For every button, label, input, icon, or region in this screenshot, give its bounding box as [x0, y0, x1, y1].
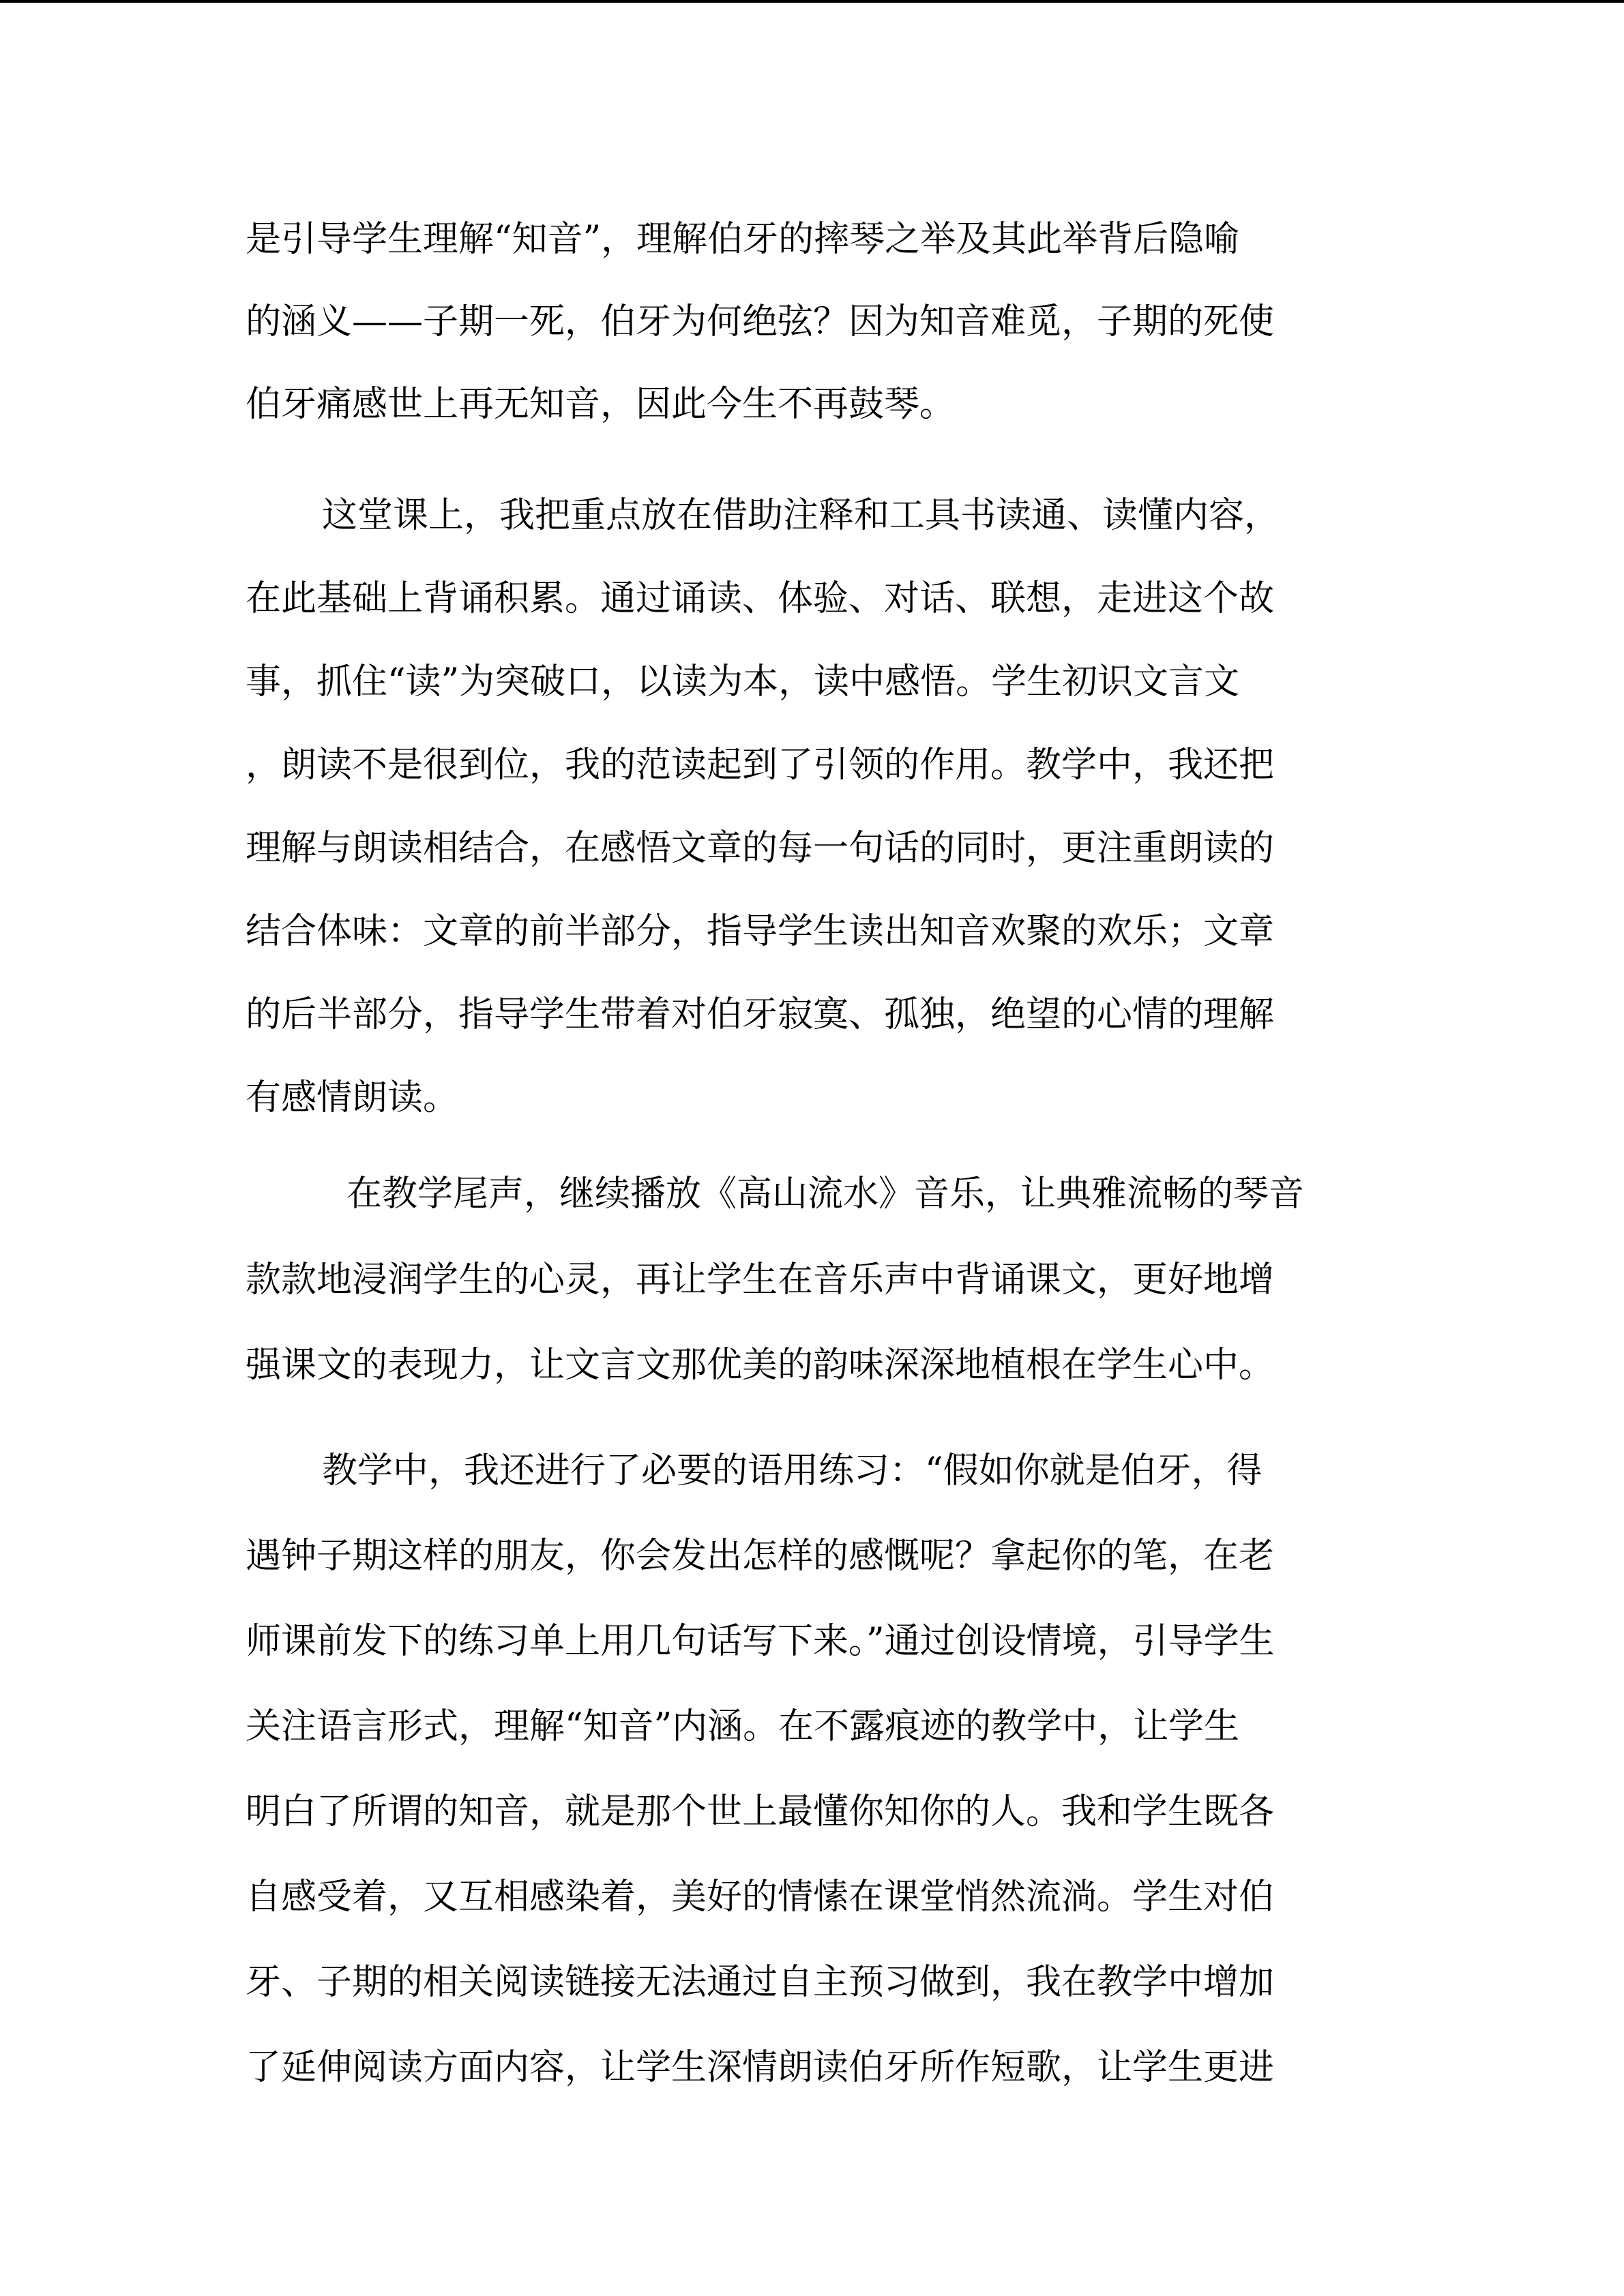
text-line: 有感情朗读。	[246, 1077, 459, 1118]
text-line: 事，抓住“读”为突破口，以读为本，读中感悟。学生初识文言文	[246, 661, 1240, 702]
text-line: 明白了所谓的知音，就是那个世上最懂你知你的人。我和学生既各	[246, 1791, 1275, 1832]
text-line: 自感受着，又互相感染着，美好的情愫在课堂悄然流淌。学生对伯	[246, 1877, 1275, 1918]
text-line: 在此基础上背诵积累。通过诵读、体验、对话、联想，走进这个故	[246, 578, 1275, 619]
text-line: 强课文的表现力，让文言文那优美的韵味深深地植根在学生心中。	[246, 1345, 1275, 1386]
text-line: 这堂课上，我把重点放在借助注释和工具书读通、读懂内容，	[322, 495, 1280, 536]
text-line: 款款地浸润学生的心灵，再让学生在音乐声中背诵课文，更好地增	[246, 1259, 1275, 1300]
text-line: 在教学尾声，继续播放《高山流水》音乐，让典雅流畅的琴音	[346, 1174, 1305, 1214]
text-line: 是引导学生理解“知音”，理解伯牙的摔琴之举及其此举背后隐喻	[246, 219, 1240, 260]
text-line: 伯牙痛感世上再无知音，因此今生不再鼓琴。	[246, 384, 956, 425]
text-line: 教学中，我还进行了必要的语用练习：“假如你就是伯牙，得	[322, 1450, 1263, 1491]
text-line: 了延伸阅读方面内容，让学生深情朗读伯牙所作短歌，让学生更进	[246, 2047, 1275, 2088]
text-line: 遇钟子期这样的朋友，你会发出怎样的感慨呢？拿起你的笔，在老	[246, 1536, 1275, 1577]
text-line: ，朗读不是很到位，我的范读起到了引领的作用。教学中，我还把	[246, 745, 1275, 786]
text-line: 结合体味：文章的前半部分，指导学生读出知音欢聚的欢乐；文章	[246, 911, 1275, 952]
text-line: 师课前发下的练习单上用几句话写下来。”通过创设情境，引导学生	[246, 1621, 1275, 1662]
text-line: 的涵义——子期一死，伯牙为何绝弦？因为知音难觅，子期的死使	[246, 301, 1275, 342]
text-line: 理解与朗读相结合，在感悟文章的每一句话的同时，更注重朗读的	[246, 828, 1275, 869]
text-line: 的后半部分，指导学生带着对伯牙寂寞、孤独，绝望的心情的理解	[246, 994, 1275, 1035]
page-top-border	[0, 0, 1624, 3]
text-line: 牙、子期的相关阅读链接无法通过自主预习做到，我在教学中增加	[246, 1962, 1275, 2003]
text-line: 关注语言形式，理解“知音”内涵。在不露痕迹的教学中，让学生	[246, 1706, 1240, 1747]
